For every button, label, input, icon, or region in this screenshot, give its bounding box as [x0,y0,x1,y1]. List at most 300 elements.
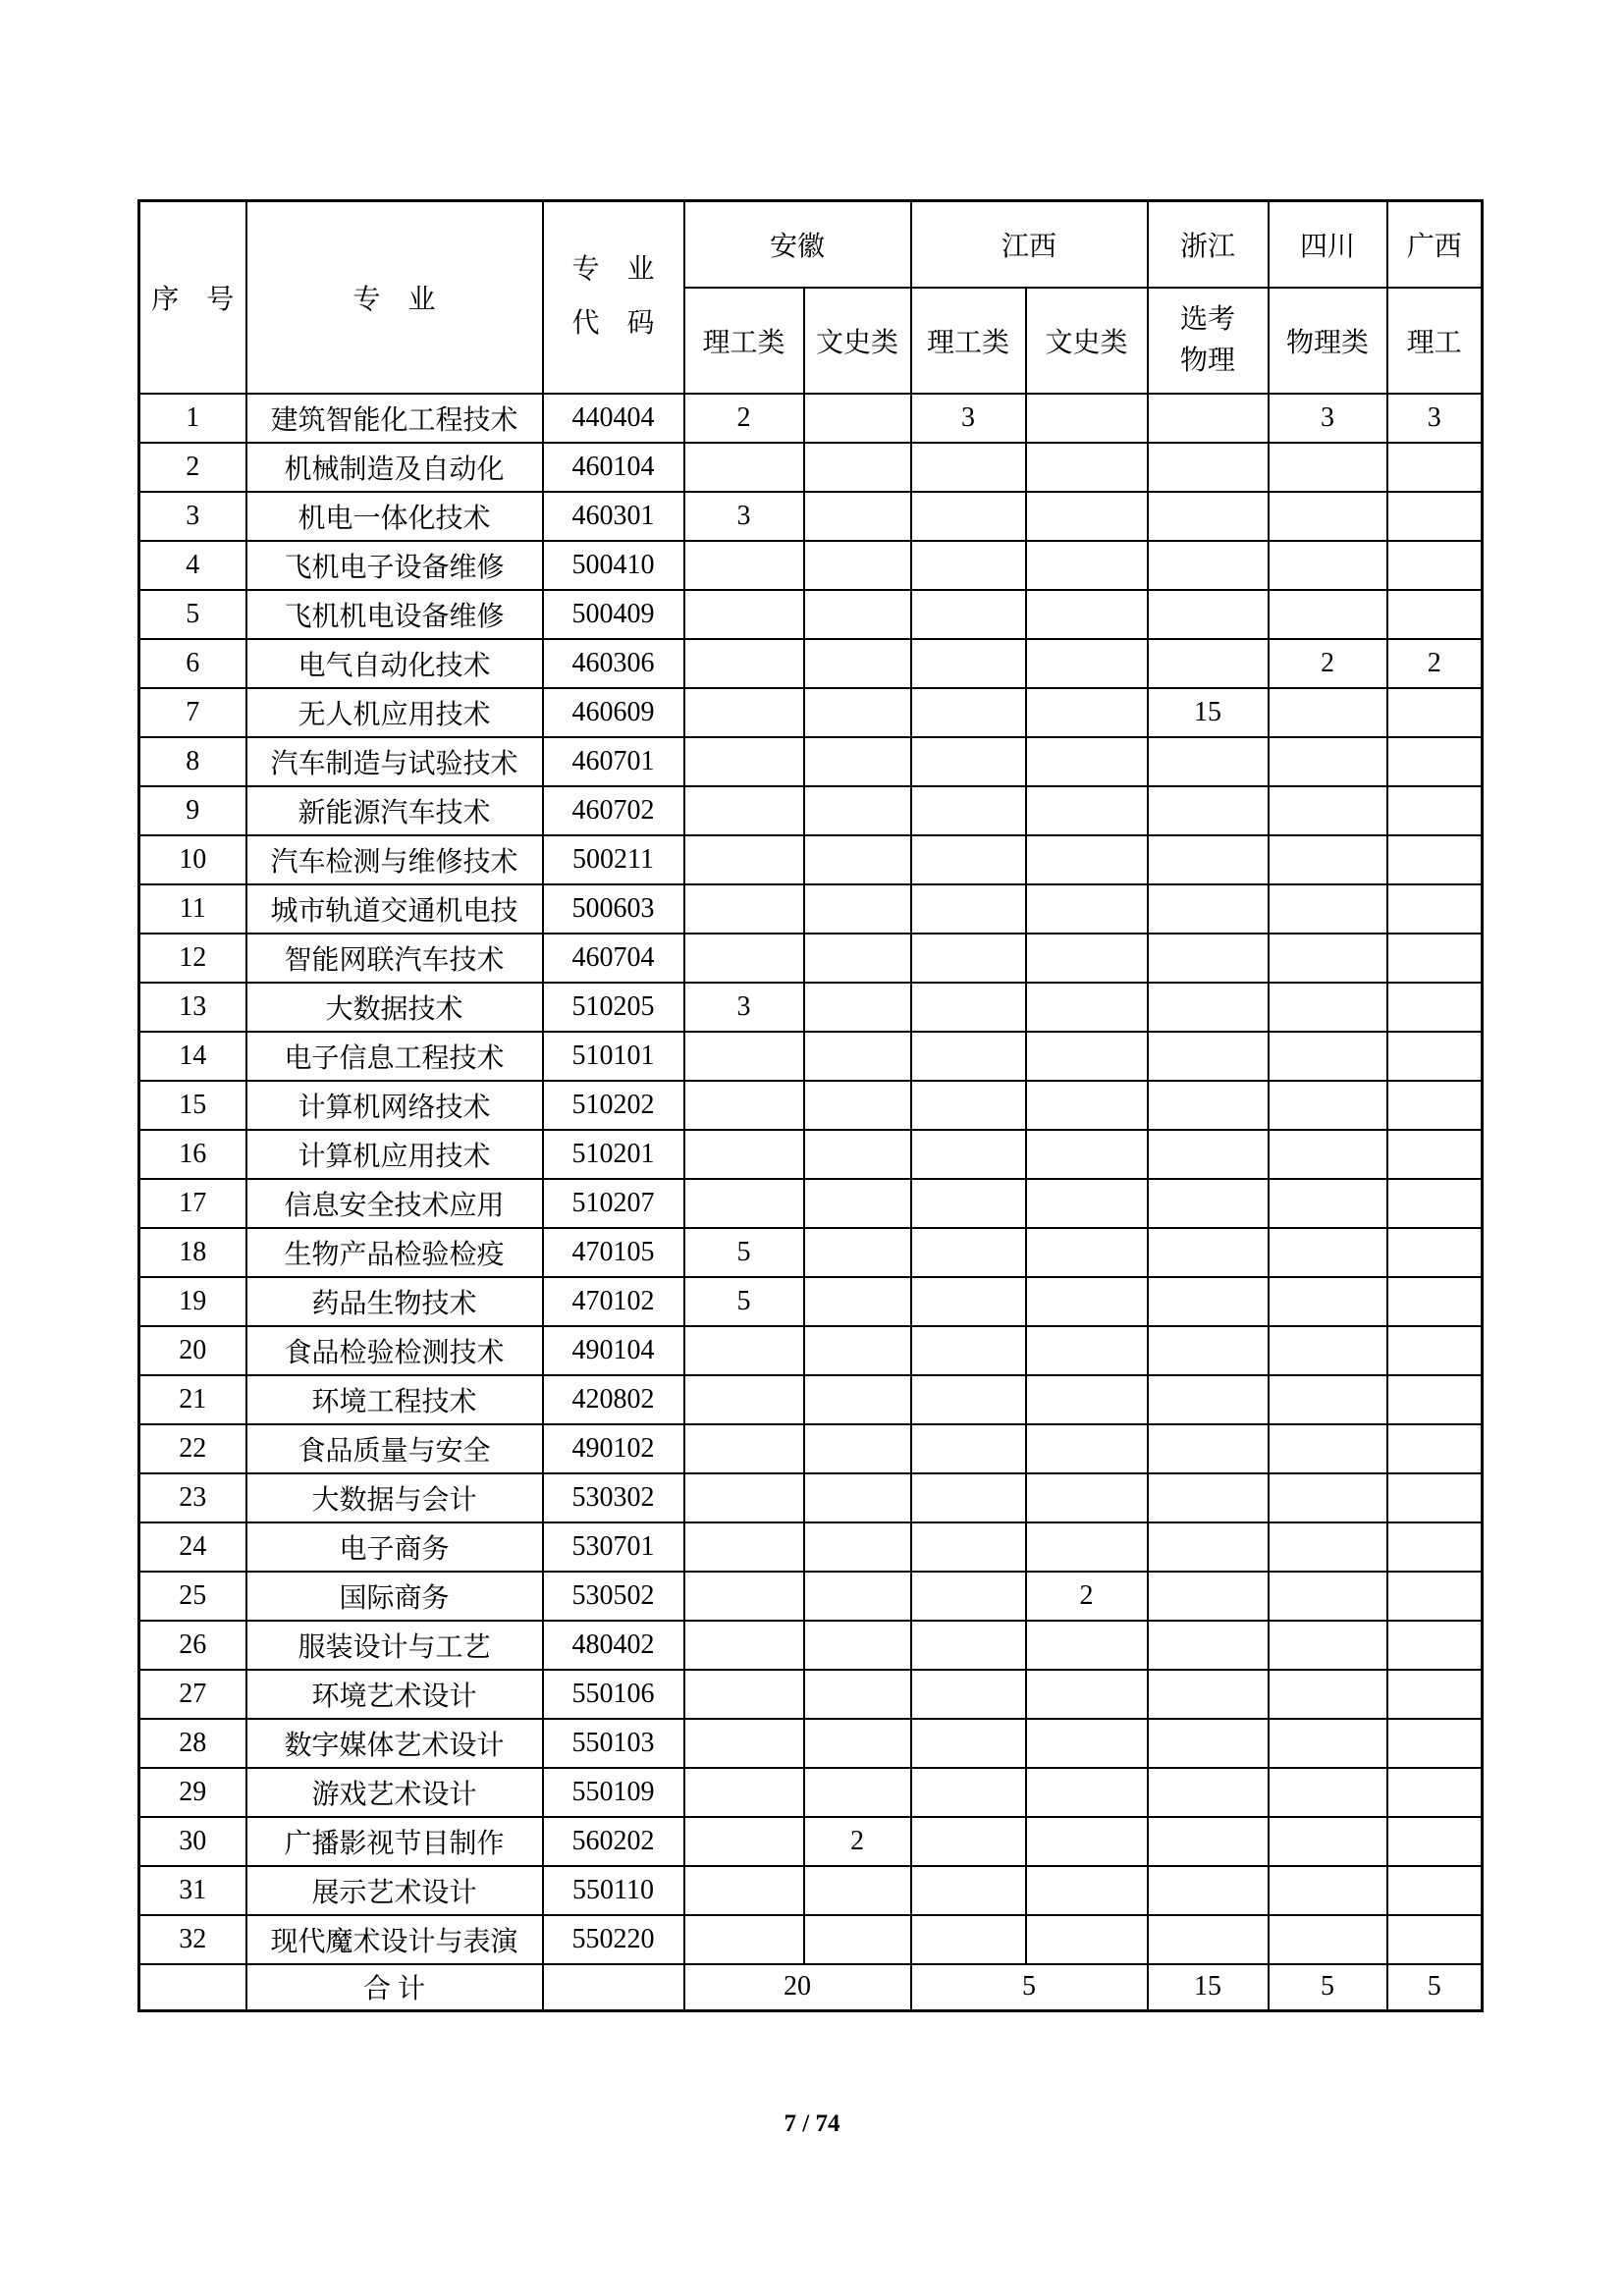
table-row [139,786,1483,835]
cell-value-anhui-liberal [804,1473,911,1522]
cell-value-jiangxi-liberal [1026,639,1148,688]
cell-code: 500603 [543,884,684,934]
cell-value-anhui-liberal [804,1866,911,1915]
cell-code: 510101 [543,1032,684,1081]
table-row [139,1522,1483,1572]
cell-code: 460704 [543,934,684,983]
header-province-anhui: 安徽 [684,201,911,288]
cell-major: 药品生物技术 [246,1277,543,1326]
cell-value-anhui-science [684,1719,804,1768]
header-row-provinces [139,201,1483,288]
cell-value-anhui-science [684,835,804,884]
cell-serial: 3 [139,492,246,541]
cell-major: 智能网联汽车技术 [246,934,543,983]
cell-code: 460609 [543,688,684,737]
cell-major: 建筑智能化工程技术 [246,394,543,443]
cell-value-anhui-science [684,786,804,835]
cell-value-zhejiang-physics [1148,1817,1269,1866]
cell-serial: 12 [139,934,246,983]
cell-value-guangxi-science [1387,1277,1483,1326]
cell-value-zhejiang-physics [1148,590,1269,639]
cell-value-anhui-science [684,1375,804,1424]
cell-value-jiangxi-science [911,1228,1026,1277]
table-row [139,1424,1483,1473]
cell-value-guangxi-science [1387,1817,1483,1866]
table-row [139,1277,1483,1326]
table-row [139,1032,1483,1081]
cell-serial: 21 [139,1375,246,1424]
cell-major: 服装设计与工艺 [246,1621,543,1670]
header-major-code-line2: 代 码 [571,307,655,339]
cell-major: 电气自动化技术 [246,639,543,688]
header-province-sichuan: 四川 [1269,201,1387,288]
cell-serial: 4 [139,541,246,590]
cell-serial: 23 [139,1473,246,1522]
cell-value-jiangxi-science [911,1326,1026,1375]
cell-value-jiangxi-science [911,1277,1026,1326]
cell-value-sichuan-physics [1269,1179,1387,1228]
cell-value-anhui-liberal [804,443,911,492]
cell-code: 550109 [543,1768,684,1817]
cell-value-sichuan-physics [1269,1621,1387,1670]
cell-value-anhui-science [684,737,804,786]
total-sichuan-cell: 5 [1269,1964,1387,2011]
cell-value-anhui-science [684,590,804,639]
cell-value-anhui-science: 2 [684,394,804,443]
table-row [139,1768,1483,1817]
table-row [139,541,1483,590]
table-row [139,1081,1483,1130]
table-row [139,1621,1483,1670]
cell-value-anhui-science [684,884,804,934]
cell-value-anhui-liberal [804,934,911,983]
cell-major: 环境工程技术 [246,1375,543,1424]
table-row [139,934,1483,983]
cell-major: 展示艺术设计 [246,1866,543,1915]
cell-value-jiangxi-science [911,639,1026,688]
table-row [139,737,1483,786]
cell-serial: 7 [139,688,246,737]
cell-value-sichuan-physics: 2 [1269,639,1387,688]
table-row [139,443,1483,492]
cell-serial: 29 [139,1768,246,1817]
cell-major: 游戏艺术设计 [246,1768,543,1817]
cell-value-anhui-science [684,639,804,688]
cell-serial: 5 [139,590,246,639]
table-row [139,639,1483,688]
cell-major: 数字媒体艺术设计 [246,1719,543,1768]
cell-major: 汽车检测与维修技术 [246,835,543,884]
cell-value-sichuan-physics [1269,541,1387,590]
cell-value-jiangxi-liberal [1026,835,1148,884]
cell-serial: 11 [139,884,246,934]
cell-major: 食品检验检测技术 [246,1326,543,1375]
cell-value-zhejiang-physics [1148,1719,1269,1768]
cell-serial: 17 [139,1179,246,1228]
cell-value-sichuan-physics [1269,1719,1387,1768]
cell-major: 广播影视节目制作 [246,1817,543,1866]
cell-value-sichuan-physics [1269,786,1387,835]
cell-code: 460702 [543,786,684,835]
cell-major: 计算机应用技术 [246,1130,543,1179]
cell-value-anhui-science [684,1866,804,1915]
cell-value-guangxi-science [1387,1032,1483,1081]
cell-value-sichuan-physics [1269,1228,1387,1277]
cell-value-jiangxi-liberal [1026,1277,1148,1326]
cell-value-zhejiang-physics [1148,884,1269,934]
cell-major: 国际商务 [246,1572,543,1621]
cell-value-jiangxi-science [911,934,1026,983]
cell-value-zhejiang-physics [1148,492,1269,541]
cell-value-guangxi-science [1387,541,1483,590]
cell-value-anhui-science [684,1621,804,1670]
cell-value-guangxi-science: 2 [1387,639,1483,688]
cell-serial: 27 [139,1670,246,1719]
cell-value-zhejiang-physics [1148,541,1269,590]
cell-serial: 32 [139,1915,246,1964]
table-row [139,983,1483,1032]
cell-value-anhui-liberal [804,983,911,1032]
cell-value-guangxi-science [1387,884,1483,934]
cell-value-jiangxi-science [911,590,1026,639]
cell-code: 500211 [543,835,684,884]
cell-value-jiangxi-liberal [1026,1670,1148,1719]
cell-value-guangxi-science [1387,1572,1483,1621]
cell-value-sichuan-physics [1269,1866,1387,1915]
cell-value-guangxi-science [1387,786,1483,835]
cell-value-sichuan-physics [1269,1326,1387,1375]
cell-value-anhui-liberal [804,492,911,541]
table-row [139,835,1483,884]
cell-value-jiangxi-liberal [1026,590,1148,639]
cell-value-anhui-science [684,1817,804,1866]
cell-code: 510205 [543,983,684,1032]
cell-code: 460301 [543,492,684,541]
cell-major: 飞机机电设备维修 [246,590,543,639]
cell-major: 机电一体化技术 [246,492,543,541]
cell-value-jiangxi-liberal [1026,688,1148,737]
cell-value-sichuan-physics [1269,1424,1387,1473]
cell-value-guangxi-science [1387,1866,1483,1915]
cell-value-jiangxi-liberal [1026,541,1148,590]
cell-value-jiangxi-liberal [1026,1081,1148,1130]
page-number: 7 / 74 [784,2110,840,2137]
cell-value-jiangxi-liberal [1026,934,1148,983]
table-row [139,1473,1483,1522]
cell-major: 机械制造及自动化 [246,443,543,492]
cell-value-sichuan-physics [1269,1522,1387,1572]
cell-code: 490104 [543,1326,684,1375]
cell-value-guangxi-science [1387,934,1483,983]
cell-value-anhui-liberal [804,737,911,786]
cell-value-sichuan-physics [1269,492,1387,541]
cell-value-zhejiang-physics [1148,1032,1269,1081]
total-row [139,1964,1483,2011]
cell-serial: 31 [139,1866,246,1915]
table-row [139,1375,1483,1424]
cell-code: 460104 [543,443,684,492]
cell-code: 460306 [543,639,684,688]
cell-value-anhui-science [684,1768,804,1817]
cell-serial: 15 [139,1081,246,1130]
cell-value-anhui-science [684,1473,804,1522]
cell-value-jiangxi-science [911,1424,1026,1473]
cell-value-zhejiang-physics [1148,1326,1269,1375]
cell-code: 500410 [543,541,684,590]
cell-major: 生物产品检验检疫 [246,1228,543,1277]
cell-major: 计算机网络技术 [246,1081,543,1130]
cell-serial: 8 [139,737,246,786]
cell-code: 460701 [543,737,684,786]
cell-value-anhui-science: 5 [684,1228,804,1277]
cell-value-jiangxi-liberal [1026,1032,1148,1081]
cell-value-zhejiang-physics [1148,1621,1269,1670]
cell-value-guangxi-science [1387,1179,1483,1228]
cell-value-zhejiang-physics [1148,835,1269,884]
cell-value-jiangxi-science [911,688,1026,737]
cell-major: 新能源汽车技术 [246,786,543,835]
cell-value-zhejiang-physics [1148,983,1269,1032]
cell-value-sichuan-physics [1269,884,1387,934]
cell-value-jiangxi-liberal [1026,1621,1148,1670]
cell-value-sichuan-physics [1269,688,1387,737]
cell-value-jiangxi-liberal [1026,492,1148,541]
table-row [139,884,1483,934]
cell-value-anhui-science [684,1522,804,1572]
cell-code: 530701 [543,1522,684,1572]
cell-value-sichuan-physics [1269,1817,1387,1866]
cell-value-sichuan-physics [1269,1572,1387,1621]
cell-value-guangxi-science [1387,835,1483,884]
cell-value-jiangxi-science [911,1719,1026,1768]
cell-value-jiangxi-science [911,492,1026,541]
cell-serial: 10 [139,835,246,884]
cell-value-anhui-liberal [804,639,911,688]
header-anhui-liberal: 文史类 [804,288,911,394]
cell-value-jiangxi-liberal [1026,1719,1148,1768]
cell-value-zhejiang-physics [1148,1228,1269,1277]
cell-value-jiangxi-science: 3 [911,394,1026,443]
total-jiangxi-cell: 5 [911,1964,1148,2011]
cell-value-jiangxi-liberal [1026,1522,1148,1572]
cell-value-anhui-liberal [804,1032,911,1081]
header-major: 专 业 [246,201,543,394]
table-row [139,394,1483,443]
cell-value-guangxi-science [1387,1424,1483,1473]
table-row [139,688,1483,737]
cell-value-anhui-science [684,1915,804,1964]
cell-value-anhui-science [684,1572,804,1621]
cell-value-anhui-liberal [804,1277,911,1326]
cell-value-anhui-liberal [804,1228,911,1277]
cell-value-anhui-science [684,1179,804,1228]
cell-value-anhui-science [684,1032,804,1081]
cell-major: 大数据与会计 [246,1473,543,1522]
cell-code: 550220 [543,1915,684,1964]
cell-value-sichuan-physics [1269,835,1387,884]
cell-value-anhui-liberal [804,688,911,737]
cell-value-sichuan-physics [1269,1670,1387,1719]
cell-value-jiangxi-science [911,1032,1026,1081]
cell-major: 电子商务 [246,1522,543,1572]
cell-serial: 14 [139,1032,246,1081]
cell-serial: 28 [139,1719,246,1768]
total-label-cell: 合 计 [246,1964,543,2011]
cell-serial: 26 [139,1621,246,1670]
cell-value-anhui-liberal [804,1424,911,1473]
cell-code: 420802 [543,1375,684,1424]
cell-serial: 25 [139,1572,246,1621]
total-serial-cell [139,1964,246,2011]
admission-plan-table [137,199,1484,2012]
cell-value-jiangxi-science [911,884,1026,934]
total-anhui-cell: 20 [684,1964,911,2011]
cell-value-jiangxi-science [911,1473,1026,1522]
cell-serial: 16 [139,1130,246,1179]
cell-value-jiangxi-liberal [1026,1424,1148,1473]
header-major-code [543,201,684,394]
cell-value-anhui-liberal [804,1621,911,1670]
cell-value-sichuan-physics: 3 [1269,394,1387,443]
cell-value-guangxi-science [1387,1915,1483,1964]
table-row [139,1572,1483,1621]
cell-value-anhui-science [684,541,804,590]
cell-value-jiangxi-liberal [1026,443,1148,492]
cell-value-jiangxi-science [911,1375,1026,1424]
cell-value-guangxi-science [1387,1473,1483,1522]
cell-value-jiangxi-liberal [1026,1915,1148,1964]
cell-serial: 2 [139,443,246,492]
cell-value-anhui-science [684,1326,804,1375]
cell-value-guangxi-science [1387,590,1483,639]
cell-value-jiangxi-science [911,1915,1026,1964]
header-province-zhejiang: 浙江 [1148,201,1269,288]
cell-code: 510202 [543,1081,684,1130]
cell-serial: 18 [139,1228,246,1277]
table-row [139,1130,1483,1179]
cell-value-anhui-science [684,1081,804,1130]
cell-value-sichuan-physics [1269,1130,1387,1179]
cell-value-anhui-science [684,1670,804,1719]
cell-value-jiangxi-science [911,1179,1026,1228]
cell-value-guangxi-science [1387,1768,1483,1817]
header-jiangxi-liberal: 文史类 [1026,288,1148,394]
cell-value-anhui-liberal [804,786,911,835]
cell-value-anhui-liberal [804,1522,911,1572]
cell-value-jiangxi-liberal [1026,1375,1148,1424]
cell-value-sichuan-physics [1269,1277,1387,1326]
cell-value-sichuan-physics [1269,934,1387,983]
cell-major: 飞机电子设备维修 [246,541,543,590]
cell-value-jiangxi-liberal [1026,394,1148,443]
cell-code: 510201 [543,1130,684,1179]
cell-value-sichuan-physics [1269,1915,1387,1964]
cell-value-guangxi-science [1387,1081,1483,1130]
table-row [139,1866,1483,1915]
cell-major: 大数据技术 [246,983,543,1032]
cell-value-jiangxi-liberal [1026,884,1148,934]
cell-value-anhui-science: 3 [684,983,804,1032]
cell-value-jiangxi-science [911,1130,1026,1179]
total-guangxi-cell: 5 [1387,1964,1483,2011]
cell-value-zhejiang-physics [1148,1768,1269,1817]
header-serial: 序 号 [139,201,246,394]
cell-value-jiangxi-liberal [1026,737,1148,786]
cell-value-zhejiang-physics [1148,1572,1269,1621]
cell-value-jiangxi-science [911,1866,1026,1915]
cell-value-sichuan-physics [1269,1473,1387,1522]
cell-value-guangxi-science: 3 [1387,394,1483,443]
cell-code: 470102 [543,1277,684,1326]
table-row [139,1228,1483,1277]
cell-value-jiangxi-science [911,737,1026,786]
cell-value-zhejiang-physics [1148,1081,1269,1130]
cell-major: 现代魔术设计与表演 [246,1915,543,1964]
cell-code: 500409 [543,590,684,639]
cell-value-guangxi-science [1387,1326,1483,1375]
total-zhejiang-cell: 15 [1148,1964,1269,2011]
cell-value-anhui-science: 5 [684,1277,804,1326]
cell-value-anhui-liberal [804,590,911,639]
header-province-guangxi: 广西 [1387,201,1483,288]
header-jiangxi-science: 理工类 [911,288,1026,394]
cell-value-jiangxi-liberal [1026,786,1148,835]
cell-serial: 1 [139,394,246,443]
cell-value-jiangxi-liberal [1026,1179,1148,1228]
cell-serial: 9 [139,786,246,835]
cell-serial: 30 [139,1817,246,1866]
cell-code: 550106 [543,1670,684,1719]
cell-value-zhejiang-physics [1148,1866,1269,1915]
cell-value-jiangxi-science [911,1670,1026,1719]
cell-value-zhejiang-physics [1148,1424,1269,1473]
table-row [139,1915,1483,1964]
cell-value-anhui-liberal [804,1130,911,1179]
cell-value-guangxi-science [1387,1621,1483,1670]
table-row [139,492,1483,541]
cell-value-zhejiang-physics [1148,1179,1269,1228]
cell-value-anhui-liberal [804,1768,911,1817]
cell-value-zhejiang-physics [1148,1473,1269,1522]
cell-value-zhejiang-physics [1148,1277,1269,1326]
cell-value-guangxi-science [1387,1228,1483,1277]
cell-value-sichuan-physics [1269,1375,1387,1424]
cell-value-zhejiang-physics [1148,786,1269,835]
cell-major: 环境艺术设计 [246,1670,543,1719]
cell-value-anhui-liberal [804,394,911,443]
cell-major: 城市轨道交通机电技 [246,884,543,934]
cell-code: 480402 [543,1621,684,1670]
cell-value-jiangxi-science [911,1572,1026,1621]
cell-value-guangxi-science [1387,443,1483,492]
cell-value-zhejiang-physics [1148,737,1269,786]
cell-major: 无人机应用技术 [246,688,543,737]
table-row [139,1179,1483,1228]
cell-value-jiangxi-science [911,1522,1026,1572]
cell-serial: 19 [139,1277,246,1326]
cell-value-sichuan-physics [1269,590,1387,639]
cell-value-guangxi-science [1387,492,1483,541]
cell-value-jiangxi-science [911,1817,1026,1866]
cell-value-jiangxi-liberal [1026,1768,1148,1817]
cell-value-sichuan-physics [1269,737,1387,786]
table-row [139,1326,1483,1375]
table-row [139,590,1483,639]
cell-value-jiangxi-science [911,443,1026,492]
header-major-code-line1: 专 业 [571,254,655,286]
cell-value-jiangxi-liberal: 2 [1026,1572,1148,1621]
cell-value-zhejiang-physics: 15 [1148,688,1269,737]
